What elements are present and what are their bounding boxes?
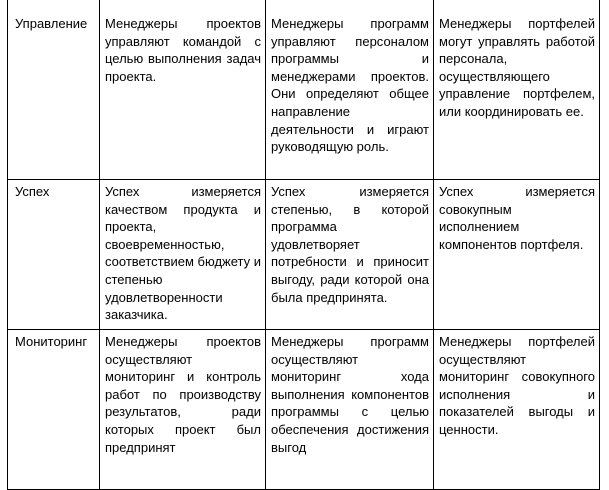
table-row-management: [8, 0, 600, 180]
table-row-monitoring: [8, 330, 600, 490]
table-row-success: [8, 180, 600, 330]
cell-success-project: Успех измеряется качеством продукта и проекта, своевременностью, соответствием бюджету и степенью удовлетворенности заказчика.: [100, 180, 266, 330]
cell-management-program: Менеджеры программ управляют персоналом программы и менеджерами проектов. Они определяют общее направление деятельности и играют руководящую роль.: [266, 0, 434, 180]
cell-management-project: Менеджеры проектов управляют командой с целью выполнения задач проекта.: [100, 0, 266, 180]
row-label-monitoring: Мониторинг: [8, 330, 100, 490]
cell-monitoring-portfolio: Менеджеры портфелей осуществляют мониторинг совокупного исполнения и показателей выгоды и ценности.: [434, 330, 600, 490]
cell-management-portfolio: Менеджеры портфелей могут управлять работой персонала, осуществляющего управление портфелем, или координировать ее.: [434, 0, 600, 180]
cell-monitoring-program: Менеджеры программ осуществляют мониторинг хода выполнения компонентов программы с целью обеспечения достижения выгод: [266, 330, 434, 490]
cell-success-portfolio: Успех измеряется совокупным исполнением компонентов портфеля.: [434, 180, 600, 330]
cell-monitoring-project: Менеджеры проектов осуществляют мониторинг и контроль работ по производству результатов, ради которых проект был предпринят: [100, 330, 266, 490]
comparison-table: [7, 0, 600, 490]
row-label-success: Успех: [8, 180, 100, 330]
row-label-management: Управление: [8, 0, 100, 180]
cell-success-program: Успех измеряется степенью, в которой программа удовлетворяет потребности и приносит выгоду, ради которой она была предпринята.: [266, 180, 434, 330]
